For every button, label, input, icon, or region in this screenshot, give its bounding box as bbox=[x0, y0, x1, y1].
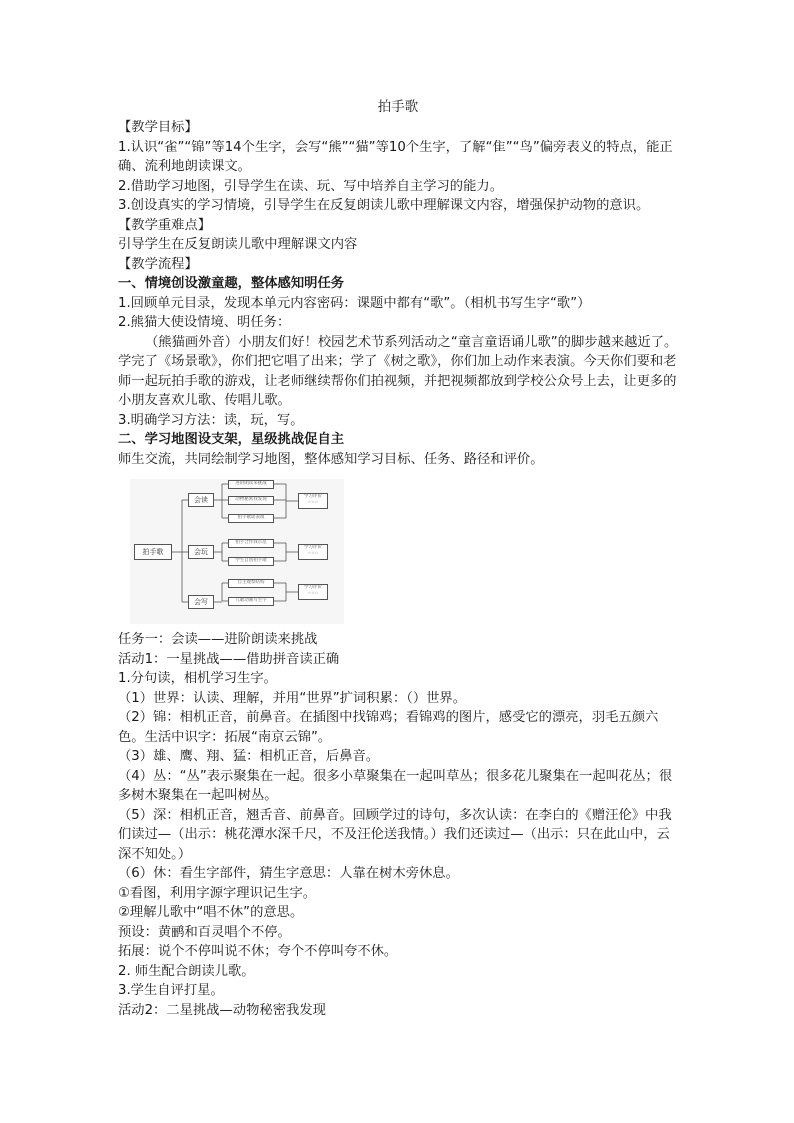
objectives-heading: 【教学目标】 bbox=[118, 120, 198, 135]
map-leaf-read-3: 拍手歌谣表演 bbox=[228, 514, 274, 523]
preset: 预设：黄鹂和百灵唱个不停。 bbox=[118, 924, 291, 940]
section2-heading: 二、学习地图设支架，星级挑战促自主 bbox=[118, 432, 345, 447]
map-eval-write bbox=[298, 584, 328, 600]
map-eval-play-stars: ☆☆☆ bbox=[307, 550, 319, 555]
step3: 3.学生自评打星。 bbox=[118, 983, 224, 998]
map-branch-write: 会写 bbox=[188, 595, 214, 609]
map-eval-write-label: 学习评价 bbox=[304, 585, 322, 590]
process-heading: 【教学流程】 bbox=[118, 256, 198, 272]
map-eval-read-stars: ☆☆☆ bbox=[307, 499, 319, 504]
key-points-heading: 【教学重难点】 bbox=[118, 217, 212, 233]
section1-p4: 3.明确学习方法：读，玩，写。 bbox=[118, 412, 304, 428]
map-leaf-write-2: 儿歌动画写生字 bbox=[228, 597, 274, 606]
task1: 任务一：会读——进阶朗读来挑战 bbox=[118, 632, 318, 647]
step2: 2. 师生配合朗读儿歌。 bbox=[118, 963, 255, 979]
objective-3: 3.创设真实的学习情境，引导学生在反复朗读儿歌中理解课文内容，增强保护动物的意识。 bbox=[118, 198, 650, 213]
map-branch-read: 会读 bbox=[188, 493, 214, 507]
learning-map bbox=[130, 479, 344, 624]
map-branch-play: 会玩 bbox=[188, 545, 214, 559]
map-root: 拍手歌 bbox=[134, 544, 172, 560]
item-6: （6）休：看生字部件，猜生字意思：人靠在树木旁休息。 bbox=[118, 866, 459, 881]
map-leaf-play-2: 学生自创拍手歌 bbox=[228, 557, 274, 566]
activity2: 活动2：二星挑战—动物秘密我发现 bbox=[118, 1002, 326, 1018]
step1: 1.分句读，相机学习生字。 bbox=[118, 671, 277, 686]
item-2: （2）锦：相机正音，前鼻音。在插图中找锦鸡；看锦鸡的图片，感受它的漂亮，羽毛五颜六色。生活中识字：拓展“南京云锦”。 bbox=[118, 710, 659, 745]
item-5: （5）深：相机正音，翘舌音、前鼻音。回顾学过的诗句，多次认读：在李白的《赠汪伦》中我们读过—（出示：桃花潭水深千尺，不及汪伦送我情。）我们还读过—（出示：只在此山中，云深不知处。） bbox=[118, 807, 672, 862]
map-eval-play-label: 学习评价 bbox=[304, 545, 322, 550]
map-leaf-write-1: 自主观察结构 bbox=[228, 579, 274, 588]
page-title: 拍手歌 bbox=[377, 99, 419, 115]
section1-p2: 2.熊猫大使设情境、明任务： bbox=[118, 315, 291, 330]
map-eval-read bbox=[298, 493, 328, 509]
map-leaf-read-1: 进阶朗读来挑战 bbox=[228, 480, 274, 489]
activity1: 活动1：一星挑战——借助拼音读正确 bbox=[118, 651, 340, 667]
map-leaf-play-1: 拍手合作我示范 bbox=[228, 539, 274, 548]
document bbox=[118, 96, 678, 1020]
circle-2: ②理解儿歌中“唱不休”的意思。 bbox=[118, 905, 304, 920]
section2-intro: 师生交流，共同绘制学习地图，整体感知学习目标、任务、路径和评价。 bbox=[118, 451, 544, 467]
section1-p3: （熊猫画外音）小朋友们好！校园艺术节系列活动之“童言童语诵儿歌”的脚步越来越近了。学完了《场景歌》，你们把它唱了出来；学了《树之歌》，你们加上动作来表演。今天你们要和老师一起玩拍手歌的游戏，让老师继续帮你们拍视频，并把视频都放到学校公众号上去，让更多的小朋友喜欢儿歌、传唱儿歌。 bbox=[118, 334, 678, 408]
item-1: （1）世界：认读、理解，并用“世界”扩词积累：（）世界。 bbox=[118, 690, 467, 706]
circle-1: ①看图，利用字源字理识记生字。 bbox=[118, 885, 317, 901]
item-4: （4）丛：“丛”表示聚集在一起。很多小草聚集在一起叫草丛；很多花儿聚集在一起叫花丛；很多树木聚集在一起叫树丛。 bbox=[118, 768, 673, 803]
map-eval-play bbox=[298, 544, 328, 560]
section1-heading: 一、情境创设激童趣，整体感知明任务 bbox=[118, 276, 345, 291]
map-eval-read-label: 学习评价 bbox=[304, 494, 322, 499]
objective-2: 2.借助学习地图，引导学生在读、玩、写中培养自主学习的能力。 bbox=[118, 178, 503, 194]
map-leaf-read-2: 动物秘密我发现 bbox=[228, 496, 274, 505]
extend: 拓展：说个不停叫说不休；夸个不停叫夸不休。 bbox=[118, 944, 398, 959]
key-points-text: 引导学生在反复朗读儿歌中理解课文内容 bbox=[118, 237, 358, 252]
map-eval-write-stars: ☆☆☆ bbox=[307, 590, 319, 595]
objective-1: 1.认识“雀”“锦”等14个生字，会写“熊”“猫”等10个生字，了解“隹”“鸟”偏旁表义的特点，能正确、流利地朗读课文。 bbox=[118, 139, 673, 174]
section1-p1: 1.回顾单元目录，发现本单元内容密码：课题中都有“歌”。（相机书写生字“歌”） bbox=[118, 295, 591, 311]
item-3: （3）雄、鹰、翔、猛：相机正音，后鼻音。 bbox=[118, 749, 380, 764]
